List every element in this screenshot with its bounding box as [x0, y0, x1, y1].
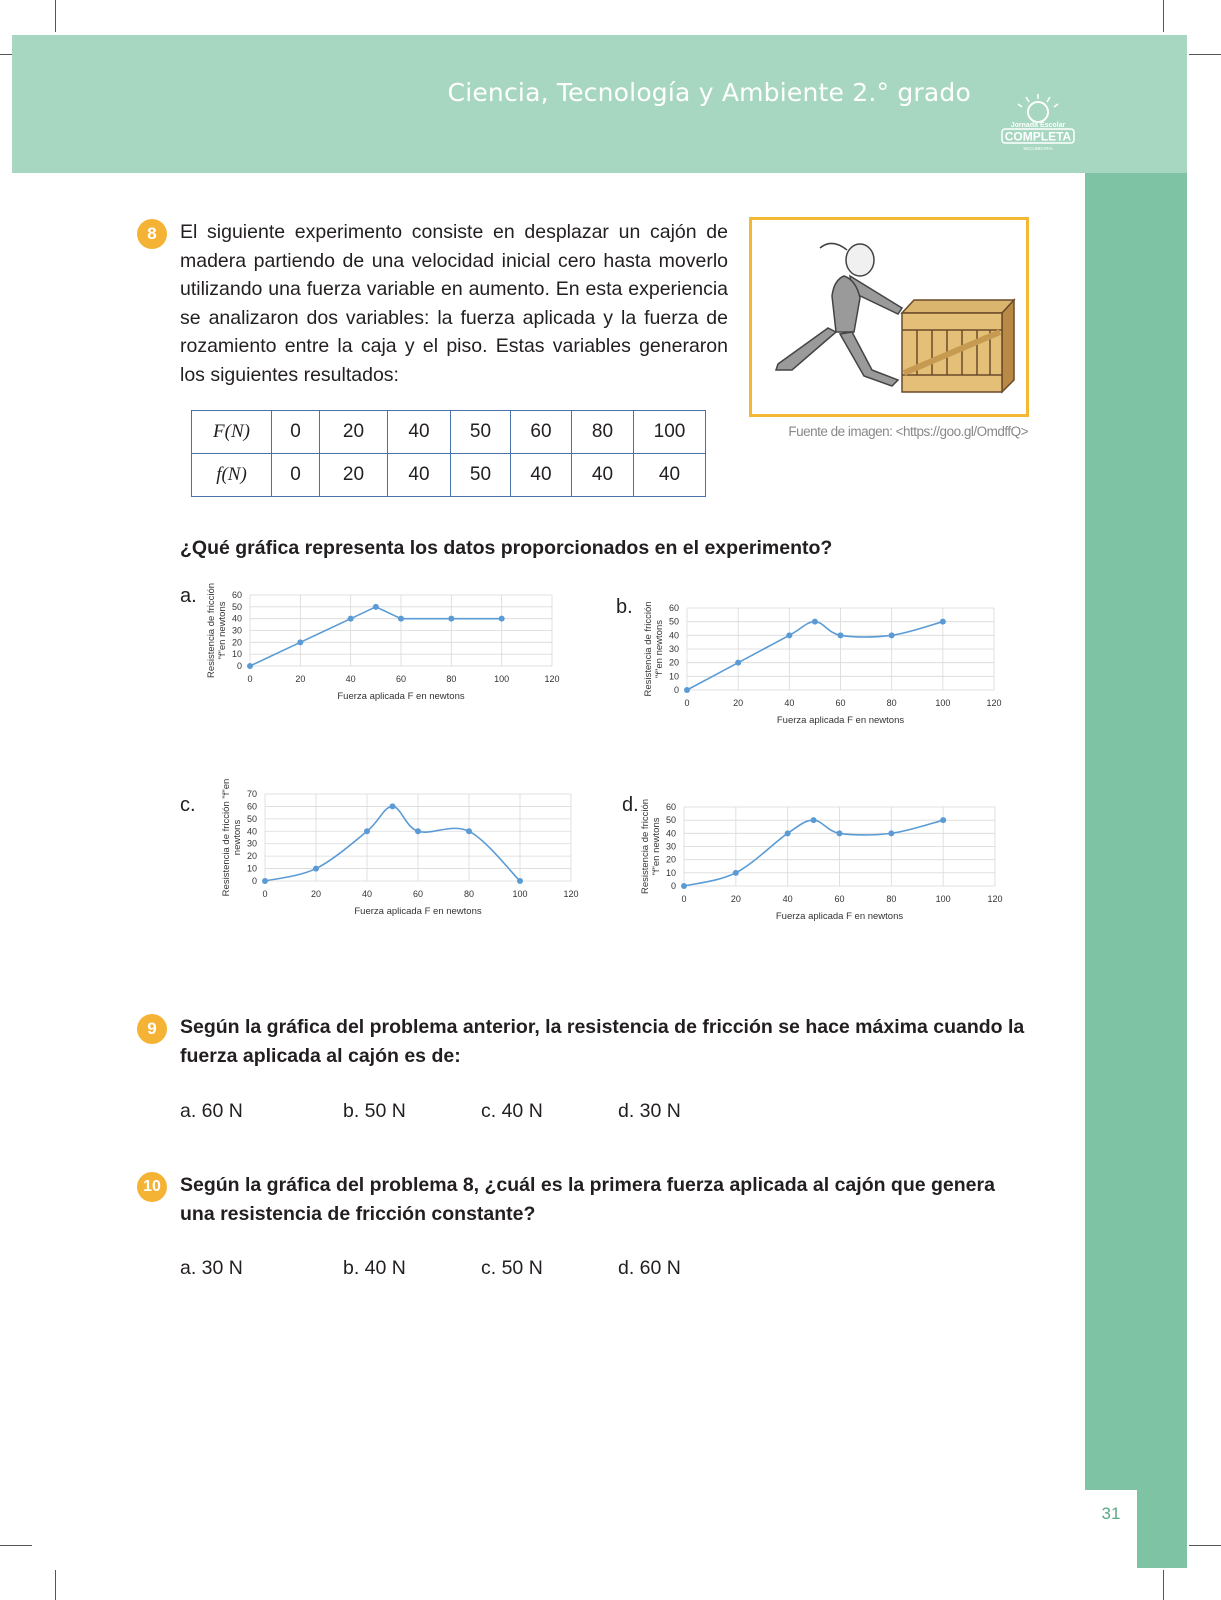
- question-9-text: Según la gráfica del problema anterior, la resistencia de fricción se hace máxima cuando la fuerza aplicada al cajón es de:: [180, 1016, 1025, 1067]
- x-tick-label: 0: [247, 674, 253, 684]
- data-point: [940, 817, 946, 823]
- x-tick-label: 0: [262, 889, 268, 899]
- table-cell: 50: [451, 454, 511, 497]
- table-cell: 60: [511, 411, 572, 454]
- data-point: [785, 830, 791, 836]
- data-point: [940, 619, 946, 625]
- table-cell: 20: [320, 411, 388, 454]
- question-8-prompt: ¿Qué gráfica representa los datos proporcionados en el experimento?: [180, 537, 833, 559]
- x-axis-label: Fuerza aplicada F en newtons: [337, 691, 465, 702]
- data-point: [262, 878, 268, 884]
- chart-b[interactable]: [645, 598, 1045, 748]
- y-axis-label: newtons: [232, 819, 243, 856]
- page-number: 31: [1101, 1504, 1121, 1523]
- table-cell: 40: [511, 454, 572, 497]
- y-tick-label: 60: [231, 590, 242, 600]
- y-tick-label: 10: [246, 863, 257, 874]
- y-tick-label: 10: [665, 867, 676, 878]
- x-tick-label: 20: [730, 894, 741, 904]
- table-row: [192, 454, 706, 497]
- header-title: Ciencia, Tecnología y Ambiente 2.° grado: [447, 78, 971, 107]
- question-9-badge: 9: [137, 1014, 167, 1044]
- data-point: [889, 632, 895, 638]
- x-tick-label: 100: [512, 889, 528, 899]
- y-axis-label: Resistencia de fricción: [206, 582, 217, 679]
- x-tick-label: 60: [835, 698, 846, 708]
- y-tick-label: 40: [231, 613, 242, 624]
- x-tick-label: 20: [733, 698, 744, 708]
- x-tick-label: 100: [935, 894, 951, 904]
- question-8-badge: 8: [137, 219, 167, 249]
- table-cell: 0: [272, 454, 320, 497]
- y-tick-label: 10: [231, 649, 242, 660]
- crop-mark: [1189, 54, 1221, 55]
- y-axis-label: Resistencia de fricción: [640, 798, 651, 895]
- x-tick-label: 120: [544, 674, 560, 684]
- y-tick-label: 20: [668, 657, 679, 668]
- y-tick-label: 30: [665, 841, 676, 852]
- table-cell: 0: [272, 411, 320, 454]
- y-tick-label: 30: [246, 838, 257, 849]
- x-tick-label: 0: [684, 698, 690, 708]
- question-10-text: Según la gráfica del problema 8, ¿cuál es la primera fuerza aplicada al cajón que genera una resistencia de fricción constante?: [180, 1174, 995, 1225]
- data-point: [247, 663, 253, 669]
- y-tick-label: 60: [246, 801, 257, 812]
- x-tick-label: 120: [987, 894, 1003, 904]
- data-point: [812, 619, 818, 625]
- logo-sub: Jornada Escolar: [1010, 122, 1066, 129]
- y-tick-label: 50: [665, 815, 676, 826]
- table-row: [192, 411, 706, 454]
- data-point: [517, 878, 523, 884]
- photo-girl-pushing-crate: [749, 217, 1029, 417]
- q9-option-b[interactable]: b. 50 N: [343, 1100, 406, 1122]
- y-axis-label: Resistencia de fricción "f"en: [221, 778, 232, 897]
- x-tick-label: 60: [834, 894, 845, 904]
- x-tick-label: 120: [563, 889, 579, 899]
- question-10-badge: 10: [137, 1172, 167, 1202]
- data-point: [364, 828, 370, 834]
- table-cell: 40: [388, 454, 451, 497]
- x-tick-label: 120: [986, 698, 1002, 708]
- data-point: [466, 828, 472, 834]
- data-point: [390, 803, 396, 809]
- chart-c[interactable]: [200, 778, 600, 939]
- data-point: [499, 616, 505, 622]
- table-cell: 40: [388, 411, 451, 454]
- y-tick-label: 0: [236, 661, 242, 671]
- y-tick-label: 30: [668, 644, 679, 654]
- y-tick-label: 50: [246, 813, 257, 824]
- y-tick-label: 50: [668, 616, 679, 627]
- y-tick-label: 40: [668, 630, 679, 641]
- x-tick-label: 40: [361, 889, 373, 899]
- data-point: [373, 604, 379, 610]
- series-line: [684, 820, 943, 886]
- y-tick-label: 20: [665, 854, 676, 865]
- x-tick-label: 60: [395, 674, 407, 684]
- image-credit: Fuente de imagen: <https://goo.gl/OmdffQ>: [788, 424, 1028, 439]
- x-tick-label: 40: [784, 698, 795, 708]
- y-tick-label: 40: [665, 828, 676, 839]
- series-line: [250, 607, 502, 666]
- x-axis-label: Fuerza aplicada F en newtons: [354, 906, 482, 917]
- data-point: [297, 639, 303, 645]
- logo-text: COMPLETA: [1004, 129, 1072, 144]
- chart-c-letter[interactable]: c.: [180, 794, 196, 816]
- chart-a[interactable]: [200, 582, 600, 720]
- data-point: [811, 817, 817, 823]
- table-cell: 100: [634, 411, 706, 454]
- x-tick-label: 100: [494, 674, 510, 684]
- logo-sub2: SECUNDARIA: [1023, 146, 1053, 151]
- data-point: [684, 687, 690, 693]
- x-tick-label: 20: [295, 674, 306, 684]
- y-tick-label: 10: [668, 671, 679, 682]
- x-tick-label: 40: [782, 894, 793, 904]
- q10-option-b[interactable]: b. 40 N: [343, 1257, 406, 1279]
- x-tick-label: 20: [310, 889, 322, 899]
- q9-option-d[interactable]: d. 30 N: [618, 1100, 681, 1122]
- girl-pushing-crate-illustration: [752, 220, 1026, 414]
- y-axis-label: "f"en newtons: [654, 620, 665, 678]
- q10-option-c[interactable]: c. 50 N: [481, 1257, 543, 1279]
- crop-mark: [1163, 0, 1164, 32]
- chart-d[interactable]: [640, 798, 1045, 949]
- y-axis-label: Resistencia de fricción: [643, 601, 654, 697]
- crop-mark: [55, 0, 56, 32]
- data-point: [398, 616, 404, 622]
- y-tick-label: 0: [673, 685, 679, 695]
- x-tick-label: 80: [886, 894, 897, 904]
- data-point: [313, 866, 319, 872]
- data-point: [348, 616, 354, 622]
- data-point: [681, 883, 687, 889]
- jornada-completa-logo: [998, 92, 1078, 158]
- y-tick-label: 60: [665, 802, 676, 812]
- data-point: [838, 632, 844, 638]
- q10-option-d[interactable]: d. 60 N: [618, 1257, 681, 1279]
- crop-mark: [1189, 1545, 1221, 1546]
- x-tick-label: 0: [681, 894, 687, 904]
- x-tick-label: 80: [463, 889, 475, 899]
- data-point: [733, 870, 739, 876]
- x-tick-label: 100: [935, 698, 951, 708]
- y-tick-label: 70: [246, 789, 257, 799]
- right-sidebar: [1085, 173, 1187, 1568]
- y-axis-label: "f"en newtons: [651, 817, 662, 876]
- data-point: [415, 828, 421, 834]
- data-point: [837, 830, 843, 836]
- table-cell: 50: [451, 411, 511, 454]
- q9-option-a[interactable]: a. 60 N: [180, 1100, 243, 1122]
- table-cell: 80: [572, 411, 634, 454]
- y-tick-label: 20: [246, 851, 257, 862]
- y-tick-label: 0: [251, 876, 257, 886]
- chart-a-letter[interactable]: a.: [180, 585, 197, 607]
- y-tick-label: 60: [668, 603, 679, 613]
- x-axis-label: Fuerza aplicada F en newtons: [776, 715, 905, 726]
- x-tick-label: 80: [886, 698, 897, 708]
- q9-option-c[interactable]: c. 40 N: [481, 1100, 543, 1122]
- table-cell: 40: [634, 454, 706, 497]
- data-point: [786, 632, 792, 638]
- data-point: [888, 830, 894, 836]
- x-axis-label: Fuerza aplicada F en newtons: [775, 911, 904, 922]
- table-header-cell: f(N): [192, 454, 272, 497]
- y-tick-label: 30: [231, 625, 242, 636]
- y-axis-label: "f"en newtons: [217, 601, 228, 660]
- q10-option-a[interactable]: a. 30 N: [180, 1257, 243, 1279]
- y-tick-label: 0: [670, 881, 676, 891]
- question-8-text: El siguiente experimento consiste en desplazar un cajón de madera partiendo de una velocidad inicial cero hasta moverlo utilizando una fuerza variable en aumento. En esta experiencia se analizaron dos variables: la fuerza aplicada y la fuerza de rozamiento entre la caja y el piso. Estas variables generaron los siguientes resultados:: [180, 221, 728, 386]
- page-number-tab: [1085, 1490, 1137, 1568]
- chart-b-letter[interactable]: b.: [616, 596, 633, 618]
- crop-mark: [0, 1545, 32, 1546]
- table-cell: 20: [320, 454, 388, 497]
- data-point: [448, 616, 454, 622]
- y-tick-label: 50: [231, 601, 242, 612]
- x-tick-label: 80: [446, 674, 457, 684]
- series-line: [687, 622, 943, 690]
- crop-mark: [55, 1570, 56, 1600]
- table-header-cell: F(N): [192, 411, 272, 454]
- data-point: [735, 660, 741, 666]
- y-tick-label: 40: [246, 826, 257, 837]
- crop-mark: [1163, 1570, 1164, 1600]
- x-tick-label: 40: [345, 674, 356, 684]
- table-cell: 40: [572, 454, 634, 497]
- x-tick-label: 60: [412, 889, 424, 899]
- force-data-table: [191, 410, 706, 497]
- y-tick-label: 20: [231, 637, 242, 648]
- chart-d-letter[interactable]: d.: [622, 794, 639, 816]
